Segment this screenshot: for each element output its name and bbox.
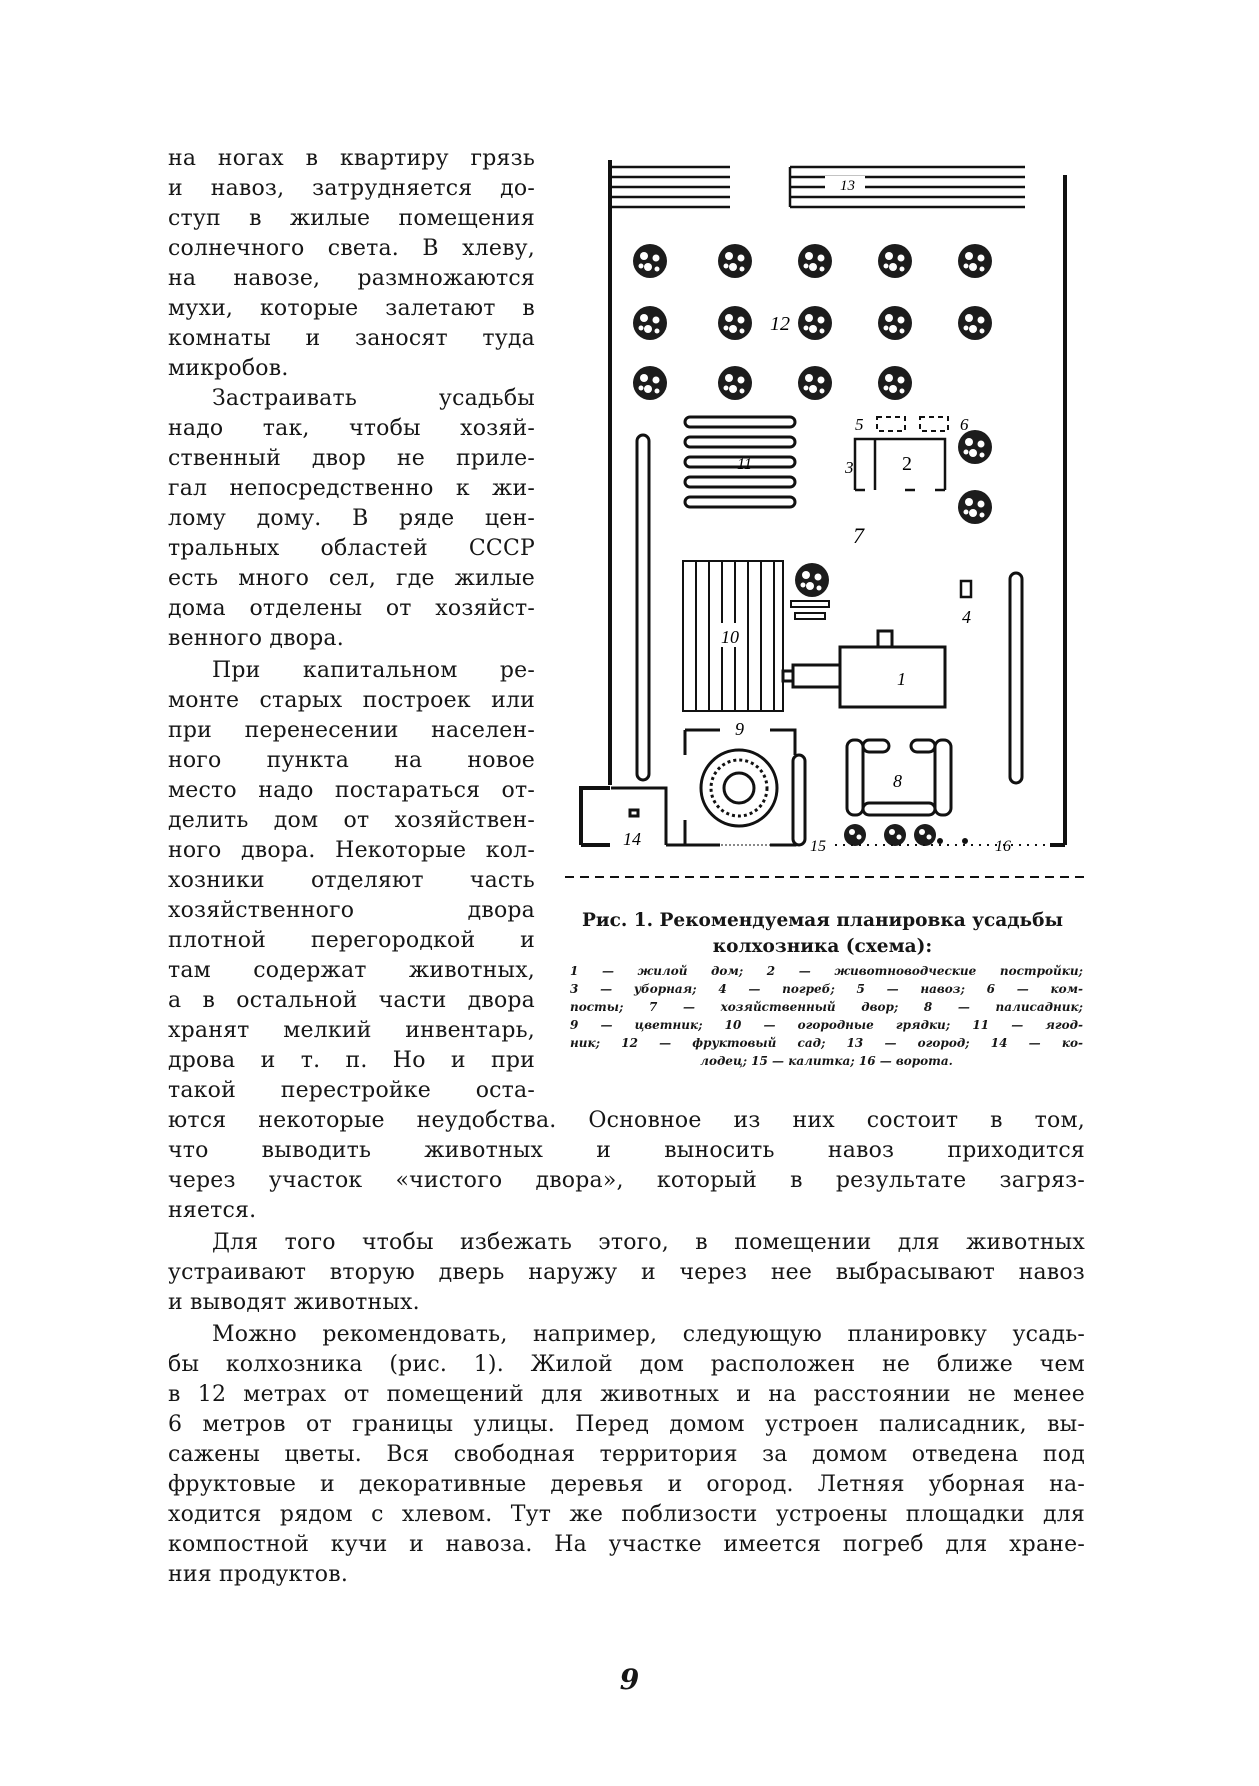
text-line: бы колхозника (рис. 1). Жилой дом расположен не ближе чем	[168, 1352, 1085, 1377]
figure-caption-title: Рис. 1. Рекомендуемая планировка усадьбы	[581, 910, 1064, 931]
text-line: дома отделены от хозяйст-	[168, 596, 535, 621]
label-5: 5	[855, 415, 864, 434]
label-16: 16	[995, 838, 1011, 855]
text-line: монте старых построек или	[168, 688, 535, 713]
label-2: 2	[902, 453, 912, 475]
text-line: ного двора. Некоторые кол-	[168, 838, 535, 863]
text-line: ются некоторые неудобства. Основное из них состоит в том,	[168, 1108, 1085, 1133]
text-line: а в остальной части двора	[168, 988, 535, 1013]
text-line: При капитальном ре-	[212, 658, 535, 683]
left-hedge	[637, 435, 649, 780]
gate-hedge	[793, 755, 805, 845]
text-line: комнаты и заносят туда	[168, 326, 535, 351]
label-7: 7	[853, 523, 864, 548]
text-line: плотной перегородкой и	[168, 928, 535, 953]
text-line: ственный двор не приле-	[168, 446, 535, 471]
text-line: венного двора.	[168, 626, 344, 651]
text-line: место надо постараться от-	[168, 778, 535, 803]
page-number: 9	[619, 1663, 640, 1696]
legend-line: посты; 7 — хозяйственный двор; 8 — палисадник;	[570, 1000, 1083, 1014]
legend-line: лодец; 15 — калитка; 16 — ворота.	[700, 1054, 953, 1068]
label-12: 12	[770, 313, 790, 335]
text-line: фруктовые и декоративные деревья и огород. Летняя уборная на-	[168, 1472, 1085, 1497]
label-3: 3	[845, 458, 854, 477]
label-15: 15	[810, 838, 826, 855]
text-line: солнечного света. В хлеву,	[168, 236, 535, 261]
text-line: мухи, которые залетают в	[168, 296, 535, 321]
text-line: устраивают вторую дверь наружу и через нее выбрасывают навоз	[168, 1260, 1085, 1285]
text-line: ходится рядом с хлевом. Тут же поблизости устроены площадки для	[168, 1502, 1085, 1527]
text-line: такой перестройке оста-	[168, 1078, 535, 1103]
text-line: сажены цветы. Вся свободная территория за домом отведена под	[168, 1442, 1085, 1467]
text-line: гал непосредственно к жи-	[168, 476, 535, 501]
text-line: тральных областей СССР	[168, 536, 535, 561]
label-1: 1	[897, 669, 906, 689]
label-14: 14	[623, 829, 641, 849]
text-line: лому дому. В ряде цен-	[168, 506, 535, 531]
text-line: что выводить животных и выносить навоз приходится	[168, 1138, 1085, 1163]
vegetable-garden-13	[610, 167, 1025, 207]
legend-line: ник; 12 — фруктовый сад; 13 — огород; 14 — ко-	[570, 1036, 1083, 1050]
label-6: 6	[960, 415, 969, 434]
text-line: хозники отделяют часть	[168, 868, 535, 893]
label-4: 4	[962, 607, 971, 627]
figure-caption-subtitle: колхозника (схема):	[712, 936, 933, 957]
text-line: хозяйственного двора	[168, 898, 535, 923]
label-8: 8	[893, 771, 902, 791]
text-line: ступ в жилые помещения	[168, 206, 535, 231]
text-line: Застраивать усадьбы	[212, 386, 535, 411]
legend-line: 9 — цветник; 10 — огородные грядки; 11 — ягод-	[570, 1018, 1083, 1032]
text-line: хранят мелкий инвентарь,	[168, 1018, 535, 1043]
text-line: и навоз, затрудняется до-	[168, 176, 535, 201]
text-line: надо так, чтобы хозяй-	[168, 416, 535, 441]
text-line: ния продуктов.	[168, 1562, 349, 1587]
text-line: микробов.	[168, 356, 289, 381]
text-line: 6 метров от границы улицы. Перед домом устроен палисадник, вы-	[168, 1412, 1085, 1437]
text-line: там содержат животных,	[168, 958, 535, 983]
text-line: в 12 метрах от помещений для животных и на расстоянии не менее	[168, 1382, 1085, 1407]
house-1	[783, 631, 945, 707]
decorative-tree	[791, 563, 829, 619]
text-line: дрова и т. п. Но и при	[168, 1048, 535, 1073]
legend-line: 3 — уборная; 4 — погреб; 5 — навоз; 6 — ком-	[570, 982, 1083, 996]
site-plan-figure	[565, 155, 1085, 885]
right-hedge	[1010, 573, 1022, 783]
text-line: ного пункта на новое	[168, 748, 535, 773]
label-9: 9	[735, 719, 744, 739]
outbuildings-2-3	[855, 439, 945, 490]
text-line: Можно рекомендовать, например, следующую планировку усадь-	[212, 1322, 1085, 1347]
label-13: 13	[840, 178, 855, 194]
text-line: Для того чтобы избежать этого, в помещении для животных	[212, 1230, 1085, 1255]
cellar-4	[961, 581, 971, 597]
legend-line: 1 — жилой дом; 2 — животноводческие постройки;	[570, 964, 1083, 978]
front-bushes	[844, 824, 968, 846]
text-line: есть много сел, где жилые	[168, 566, 535, 591]
text-line: и выводят животных.	[168, 1290, 420, 1315]
text-line: на ногах в квартиру грязь	[168, 146, 535, 171]
label-11: 11	[737, 456, 752, 473]
text-line: няется.	[168, 1198, 257, 1223]
label-10: 10	[721, 627, 739, 647]
flower-garden-9	[685, 730, 795, 845]
text-line: при перенесении населен-	[168, 718, 535, 743]
text-line: делить дом от хозяйствен-	[168, 808, 535, 833]
text-line: компостной кучи и навоза. На участке имеется погреб для хране-	[168, 1532, 1085, 1557]
text-line: через участок «чистого двора», который в результате загряз-	[168, 1168, 1085, 1193]
text-line: на навозе, размножаются	[168, 266, 535, 291]
manure-compost-5-6	[877, 417, 948, 431]
